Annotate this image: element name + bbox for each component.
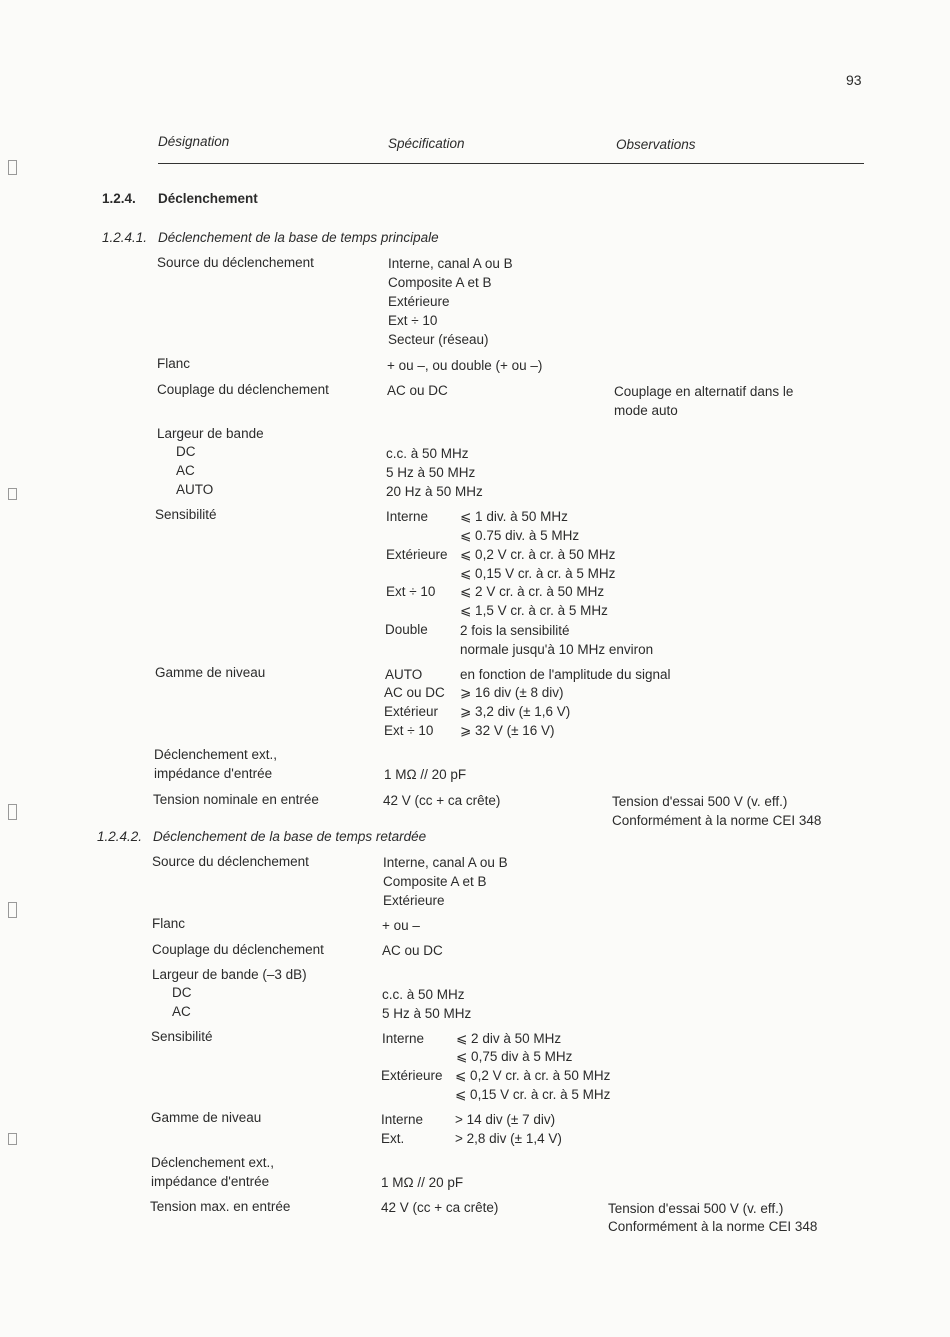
gamme-label: Gamme de niveau xyxy=(151,1110,262,1125)
bande-row-label: DC xyxy=(176,444,196,459)
ext-label: Déclenchement ext., xyxy=(151,1155,275,1170)
sens-key: Double xyxy=(385,622,428,637)
tension-observation: Conformément à la norme CEI 348 xyxy=(612,813,822,828)
sens-value: ⩽ 2 V cr. à cr. à 50 MHz xyxy=(460,584,605,599)
gamme-key: Interne xyxy=(381,1112,424,1127)
sens-key: Extérieure xyxy=(386,547,448,562)
source-value: Composite A et B xyxy=(388,275,492,290)
couplage-value: AC ou DC xyxy=(387,383,448,398)
bande-row-label: AUTO xyxy=(176,482,214,497)
section-number: 1.2.4. xyxy=(102,191,136,206)
gamme-value: ⩾ 32 V (± 16 V) xyxy=(460,723,555,738)
couplage-value: AC ou DC xyxy=(382,943,443,958)
scan-mark xyxy=(8,160,17,175)
subsection-title: Déclenchement de la base de temps retardée xyxy=(153,829,427,844)
gamme-value: ⩾ 16 div (± 8 div) xyxy=(460,685,564,700)
bande-row-value: 5 Hz à 50 MHz xyxy=(386,465,476,480)
sens-label: Sensibilité xyxy=(155,507,217,522)
flanc-value: + ou – xyxy=(382,918,420,933)
ext-label: impédance d'entrée xyxy=(151,1174,270,1189)
bande-row-label: DC xyxy=(172,985,192,1000)
gamme-label: Gamme de niveau xyxy=(155,665,266,680)
tension-value: 42 V (cc + ca crête) xyxy=(383,793,501,808)
gamme-value: ⩾ 3,2 div (± 1,6 V) xyxy=(460,704,571,719)
source-value: Extérieure xyxy=(383,893,445,908)
tension-value: 42 V (cc + ca crête) xyxy=(381,1200,499,1215)
couplage-label: Couplage du déclenchement xyxy=(152,942,324,957)
sens-value: ⩽ 0,2 V cr. à cr. à 50 MHz xyxy=(455,1068,611,1083)
bande-row-value: c.c. à 50 MHz xyxy=(382,987,465,1002)
flanc-label: Flanc xyxy=(152,916,186,931)
bande-row-label: AC xyxy=(176,463,195,478)
scan-mark xyxy=(8,488,17,500)
sens-value: ⩽ 0,15 V cr. à cr. à 5 MHz xyxy=(455,1087,611,1102)
gamme-key: Ext ÷ 10 xyxy=(384,723,434,738)
sens-value: ⩽ 0,15 V cr. à cr. à 5 MHz xyxy=(460,566,616,581)
tension-label: Tension nominale en entrée xyxy=(153,792,319,807)
gamme-key: Ext. xyxy=(381,1131,405,1146)
header-rule xyxy=(158,163,864,164)
couplage-label: Couplage du déclenchement xyxy=(157,382,329,397)
header-specification: Spécification xyxy=(388,136,465,151)
sens-label: Sensibilité xyxy=(151,1029,213,1044)
sens-value: 2 fois la sensibilité xyxy=(460,623,570,638)
gamme-key: AC ou DC xyxy=(384,685,445,700)
couplage-observation: mode auto xyxy=(614,403,678,418)
header-observations: Observations xyxy=(616,137,696,152)
bande-row-value: 20 Hz à 50 MHz xyxy=(386,484,483,499)
bande-row-label: AC xyxy=(172,1004,191,1019)
tension-observation: Tension d'essai 500 V (v. eff.) xyxy=(612,794,788,809)
ext-value: 1 MΩ // 20 pF xyxy=(384,767,467,782)
bande-label: Largeur de bande (–3 dB) xyxy=(152,967,307,982)
sens-key: Interne xyxy=(386,509,429,524)
bande-row-value: 5 Hz à 50 MHz xyxy=(382,1006,472,1021)
sens-value: ⩽ 0,75 div à 5 MHz xyxy=(456,1049,573,1064)
subsection-title: Déclenchement de la base de temps principale xyxy=(158,230,439,245)
flanc-label: Flanc xyxy=(157,356,191,371)
source-value: Composite A et B xyxy=(383,874,487,889)
ext-label: Déclenchement ext., xyxy=(154,747,278,762)
sens-key: Extérieure xyxy=(381,1068,443,1083)
source-value: Interne, canal A ou B xyxy=(383,855,508,870)
gamme-value: > 2,8 div (± 1,4 V) xyxy=(455,1131,562,1146)
sens-value: ⩽ 1,5 V cr. à cr. à 5 MHz xyxy=(460,603,608,618)
sens-key: Ext ÷ 10 xyxy=(386,584,436,599)
tension-observation: Conformément à la norme CEI 348 xyxy=(608,1219,818,1234)
bande-row-value: c.c. à 50 MHz xyxy=(386,446,469,461)
sens-value: ⩽ 1 div. à 50 MHz xyxy=(460,509,568,524)
ext-value: 1 MΩ // 20 pF xyxy=(381,1175,464,1190)
source-label: Source du déclenchement xyxy=(152,854,309,869)
source-value: Extérieure xyxy=(388,294,450,309)
gamme-value: > 14 div (± 7 div) xyxy=(455,1112,556,1127)
tension-observation: Tension d'essai 500 V (v. eff.) xyxy=(608,1201,784,1216)
sens-value: ⩽ 0,2 V cr. à cr. à 50 MHz xyxy=(460,547,616,562)
header-designation: Désignation xyxy=(158,134,230,149)
source-value: Ext ÷ 10 xyxy=(388,313,438,328)
sens-value: normale jusqu'à 10 MHz environ xyxy=(460,642,654,657)
subsection-number: 1.2.4.1. xyxy=(102,230,148,245)
scan-mark xyxy=(8,1133,17,1145)
flanc-value: + ou –, ou double (+ ou –) xyxy=(387,358,543,373)
tension-label: Tension max. en entrée xyxy=(150,1199,291,1214)
scan-mark xyxy=(8,902,17,918)
subsection-number: 1.2.4.2. xyxy=(97,829,143,844)
gamme-key: Extérieur xyxy=(384,704,439,719)
source-value: Interne, canal A ou B xyxy=(388,256,513,271)
scan-mark xyxy=(8,804,17,820)
bande-label: Largeur de bande xyxy=(157,426,264,441)
source-label: Source du déclenchement xyxy=(157,255,314,270)
sens-value: ⩽ 0.75 div. à 5 MHz xyxy=(460,528,580,543)
sens-value: ⩽ 2 div à 50 MHz xyxy=(456,1031,562,1046)
gamme-value: en fonction de l'amplitude du signal xyxy=(460,667,671,682)
source-value: Secteur (réseau) xyxy=(388,332,489,347)
ext-label: impédance d'entrée xyxy=(154,766,273,781)
section-title: Déclenchement xyxy=(158,191,258,206)
gamme-key: AUTO xyxy=(385,667,423,682)
couplage-observation: Couplage en alternatif dans le xyxy=(614,384,794,399)
sens-key: Interne xyxy=(382,1031,425,1046)
page-number: 93 xyxy=(846,72,862,88)
